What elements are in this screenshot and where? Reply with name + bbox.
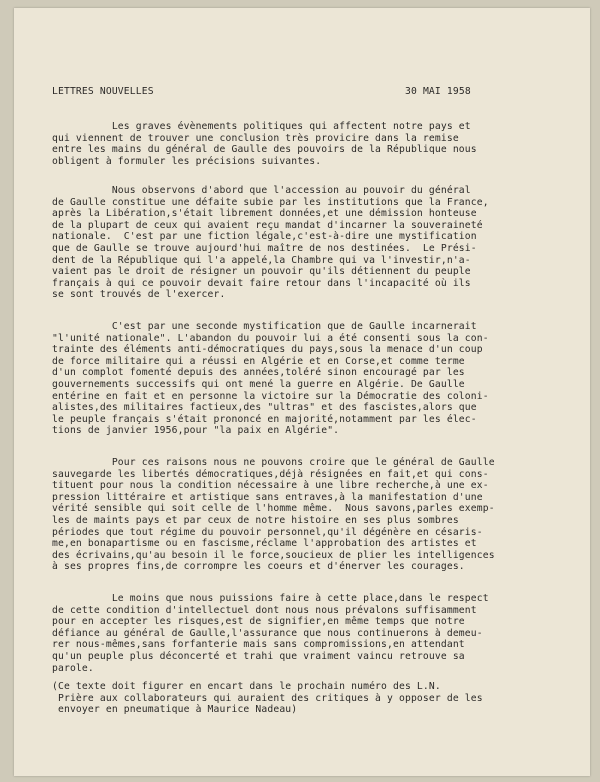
paragraph-1: Les graves évènements politiques qui affectent notre pays et qui viennent de trouver une conclusion très provicire dans la remise entre les mains du général de Gaulle des pouvoirs de la République nous obligent à formuler les précisions suivantes. bbox=[52, 121, 477, 167]
paragraph-2: Nous observons d'abord que l'accession au pouvoir du général de Gaulle constitue une défaite subie par les institutions que la France, après la Libération,s'était librement données,et une démission honteuse de la plupart de ceux qui avaient reçu mandat d'incarner la souveraineté nationale. C'est par une fiction légale,c'est-à-dire une mystification que de Gaulle se trouve aujourd'hui maître de nos destinées. Le Prési- dent de la République qui l'a appelé,la Chambre qui va l'investir,n'a- vaient pas le droit de résigner un pouvoir qu'ils détiennent du peuple français à qui ce pouvoir devait faire retour dans l'incapacité où ils se sont trouvés de l'exercer. bbox=[52, 185, 489, 301]
paragraph-5: Le moins que nous puissions faire à cette place,dans le respect de cette condition d'intellectuel dont nous nous prévalons suffisamment pour en accepter les risques,est de signifier,en même temps que notre défiance au général de Gaulle,l'assurance que nous continuerons à demeu- rer nous-mêmes,sans forfanterie mais sans compromissions,en attendant qu'un peuple plus déconcerté et trahi que vraiment vaincu retrouve sa parole. bbox=[52, 593, 489, 674]
document-date: 30 MAI 1958 bbox=[405, 86, 471, 97]
paragraph-6-note: (Ce texte doit figurer en encart dans le prochain numéro des L.N. Prière aux collaborateurs qui auraient des critiques à y opposer de les envoyer en pneumatique à Maurice Nadeau) bbox=[52, 681, 483, 716]
paragraph-3: C'est par une seconde mystification que de Gaulle incarnerait "l'unité nationale". L'abandon du pouvoir lui a été consenti sous la con- trainte des éléments anti-démocratiques du pays,sous la menace d'un coup de force militaire qui a réussi en Algérie et en Corse,et comme terme d'un complot fomenté depuis des années,toléré sinon encouragé par les gouvernements successifs qui ont mené la guerre en Algérie. De Gaulle entérine en fait et en personne la victoire sur la Démocratie des coloni- alistes,des militaires factieux,des "ultras" et des fascistes,alors que le peuple français s'était prononcé en majorité,notamment par les élec- tions de janvier 1956,pour "la paix en Algérie". bbox=[52, 321, 489, 437]
document-title: LETTRES NOUVELLES bbox=[52, 86, 154, 97]
paragraph-4: Pour ces raisons nous ne pouvons croire que le général de Gaulle sauvegarde les libertés démocratiques,déjà résignées en fait,et qui cons- tituent pour nous la condition nécessaire à une libre recherche,à une ex- pression littéraire et artistique sans entraves,à la manifestation d'une vérité sensible qui soit celle de l'homme même. Nous savons,parles exemp- les de maints pays et par ceux de notre histoire en ses plus sombres périodes que tout régime du pouvoir personnel,qu'il dégénère en césaris- me,en bonapartisme ou en fascisme,réclame l'approbation des artistes et des écrivains,qu'au besoin il le force,soucieux de plier les intelligences à ses propres fins,de corrompre les coeurs et d'énerver les courages. bbox=[52, 457, 495, 573]
